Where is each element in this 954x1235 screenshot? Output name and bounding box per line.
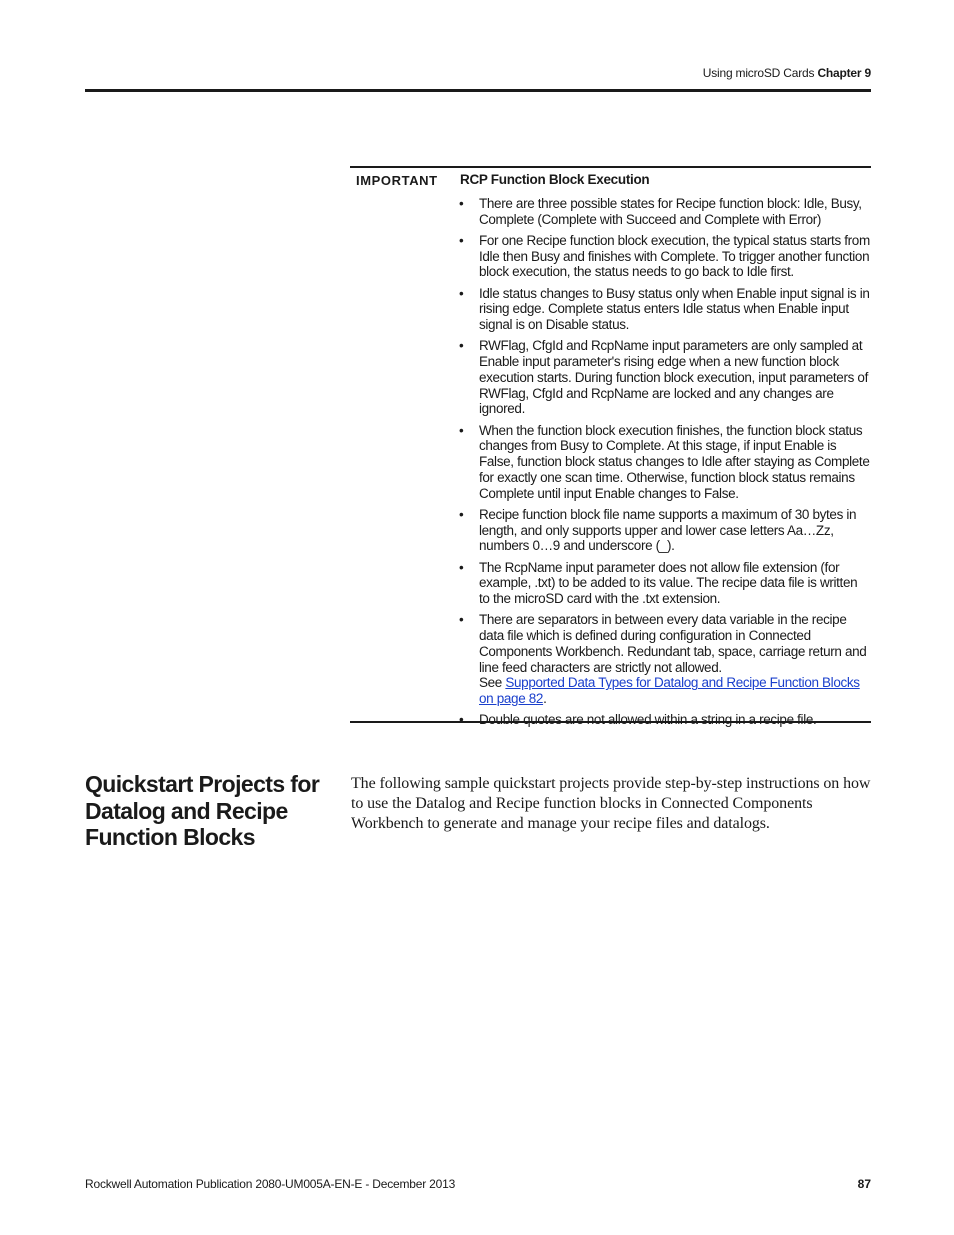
list-item: [456, 712, 871, 728]
section-heading: Quickstart Projects for Datalog and Recipe Function Blocks: [85, 771, 320, 850]
bullet-text: There are separators in between every data variable in the recipe data file which is defined during configuration in Connected Components Workbench. Redundant tab, space, carriage return and line feed characters are strictly not allowed.: [479, 612, 867, 675]
bullet-text: The RcpName input parameter does not allow file extension (for example, .txt) to be added to its value. The recipe data file is written to the microSD card with the .txt extension.: [479, 559, 858, 607]
list-item: [456, 423, 871, 502]
cross-reference-link[interactable]: Supported Data Types for Datalog and Recipe Function Blocks on page 82: [479, 675, 860, 707]
body-paragraph: The following sample quickstart projects provide step-by-step instructions on how to use the Datalog and Recipe function blocks in Connected Components Workbench to generate and manage your recipe files and datalogs.: [351, 775, 871, 832]
bullet-icon: •: [459, 196, 464, 211]
bullet-text: Double quotes are not allowed within a string in a recipe file.: [479, 712, 817, 728]
list-item: [456, 233, 871, 280]
list-item: [456, 560, 871, 607]
list-item: [456, 196, 871, 228]
bullet-text: When the function block execution finishes, the function block status changes from Busy to Complete. At this stage, if input Enable is False, function block status changes to Idle after staying as Complete for exactly one scan time. Otherwise, function block status remains Complete until input Enable changes to False.: [479, 422, 870, 501]
see-suffix: .: [543, 691, 547, 707]
bullet-text: For one Recipe function block execution, the typical status starts from Idle then Busy and finishes with Complete. To trigger another function block execution, the status needs to go back to Idle first.: [479, 232, 870, 280]
header-rule: [85, 89, 871, 92]
important-callout: [350, 166, 871, 728]
footer-publication: Rockwell Automation Publication 2080-UM005A-EN-E - December 2013: [85, 1177, 456, 1191]
bullet-icon: •: [459, 559, 464, 575]
running-header: [703, 66, 871, 80]
important-label: IMPORTANT: [356, 173, 438, 188]
bullet-text: RWFlag, CfgId and RcpName input parameters are only sampled at Enable input parameter's rising edge when a new function block execution starts. During function block execution, input parameters of RWFlag, CfgId and RcpName are locked and any changes are ignored.: [479, 338, 868, 417]
bullet-icon: •: [459, 232, 464, 248]
bullet-text: Recipe function block file name supports a maximum of 30 bytes in length, and only supports upper and lower case letters Aa…Zz, numbers 0…9 and underscore (_).: [479, 506, 857, 554]
important-title: RCP Function Block Execution: [460, 172, 650, 187]
bullet-icon: •: [459, 612, 464, 628]
bullet-text: There are three possible states for Recipe function block: Idle, Busy, Complete (Complete with Succeed and Complete with Error): [479, 196, 862, 227]
running-header-section: Using microSD Cards: [702, 66, 815, 80]
footer-page-number: 87: [857, 1177, 871, 1191]
bullet-icon: •: [459, 506, 464, 522]
bullet-icon: •: [459, 712, 464, 728]
bullet-icon: •: [459, 285, 464, 301]
list-item: [456, 286, 871, 333]
bullet-text: Idle status changes to Busy status only when Enable input signal is in rising edge. Complete status enters Idle status when Enable input signal is on Disable status.: [479, 285, 870, 333]
running-header-chapter: Chapter 9: [817, 66, 871, 80]
bullet-icon: •: [459, 422, 464, 438]
see-prefix: See: [479, 675, 506, 691]
list-item: [456, 507, 871, 554]
list-item: [456, 338, 871, 417]
bullet-icon: •: [459, 338, 464, 354]
important-bullet-list: [456, 196, 871, 733]
list-item: [456, 612, 871, 707]
